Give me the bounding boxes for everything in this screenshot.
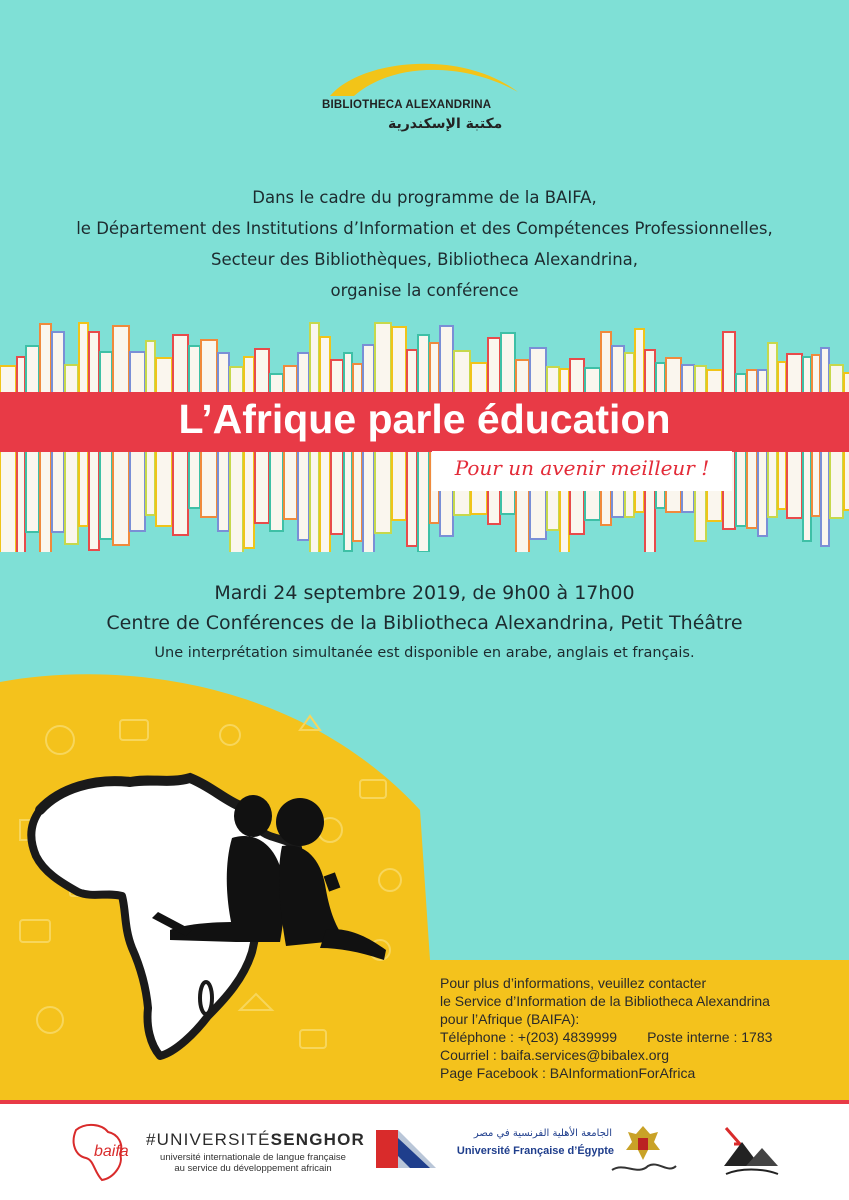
- senghor-name: SENGHOR: [270, 1130, 366, 1149]
- event-date: Mardi 24 septembre 2019, de 9h00 à 17h00: [214, 582, 635, 604]
- contact-facebook: Page Facebook : BAInformationForAfrica: [440, 1065, 696, 1081]
- intro-line: organise la conférence: [330, 281, 519, 300]
- bibliotheca-arc-icon: [320, 52, 520, 102]
- contact-extension: Poste interne : 1783: [647, 1029, 773, 1045]
- contact-info: [440, 974, 840, 1082]
- svg-text:baifa: baifa: [94, 1143, 129, 1160]
- senghor-sub-line: université internationale de langue française: [160, 1152, 346, 1163]
- senghor-hashtag-text: #UNIVERSITÉ: [146, 1130, 271, 1149]
- partner-footer: [0, 1100, 849, 1200]
- baifa-logo-icon: [68, 1120, 138, 1184]
- conference-title: L’Afrique parle éducation: [178, 396, 671, 442]
- book-spine: [244, 357, 254, 548]
- contact-line: pour l’Afrique (BAIFA):: [440, 1011, 580, 1027]
- senghor-hashtag: [146, 1130, 365, 1150]
- intro-line: le Département des Institutions d’Information et des Compétences Professionnelles,: [76, 219, 773, 238]
- event-details: [0, 578, 849, 668]
- event-note: Une interprétation simultanée est disponible en arabe, anglais et français.: [154, 645, 695, 661]
- egypt-eagle-icon: [608, 1120, 678, 1180]
- ufe-french: Université Française d’Égypte: [456, 1145, 614, 1157]
- intro-line: Secteur des Bibliothèques, Bibliotheca Alexandrina,: [210, 250, 639, 269]
- book-spine: [344, 353, 352, 551]
- book-spine: [353, 364, 362, 541]
- book-spine: [17, 357, 25, 552]
- senghor-subtitle: [148, 1152, 358, 1174]
- bibliotheca-logo: [300, 52, 560, 142]
- conference-subtitle: Pour un avenir meilleur !: [454, 456, 710, 480]
- study-in-egypt-icon: [716, 1118, 786, 1184]
- event-place: Centre de Conférences de la Bibliotheca Alexandrina, Petit Théâtre: [106, 612, 743, 634]
- intro-text: [0, 182, 849, 306]
- contact-line: Pour plus d’informations, veuillez contacter: [440, 975, 707, 991]
- footer-rule: [0, 1100, 849, 1104]
- contact-line: le Service d’Information de la Bibliotheca Alexandrina: [440, 993, 770, 1009]
- intro-line: Dans le cadre du programme de la BAIFA,: [252, 188, 597, 207]
- ufe-arabic: الجامعة الأهلية الفرنسية في مصر: [473, 1128, 612, 1139]
- logo-arabic: مكتبة الإسكندرية: [388, 116, 503, 132]
- ufe-logo-icon: [376, 1124, 438, 1174]
- logo-name: BIBLIOTHECA ALEXANDRINA: [322, 99, 492, 111]
- contact-email: Courriel : baifa.services@bibalex.org: [440, 1047, 669, 1063]
- contact-phone: Téléphone : +(203) 4839999: [440, 1029, 618, 1045]
- contact-phone-row: [440, 1028, 840, 1046]
- senghor-sub-line: au service du développement africain: [174, 1163, 332, 1174]
